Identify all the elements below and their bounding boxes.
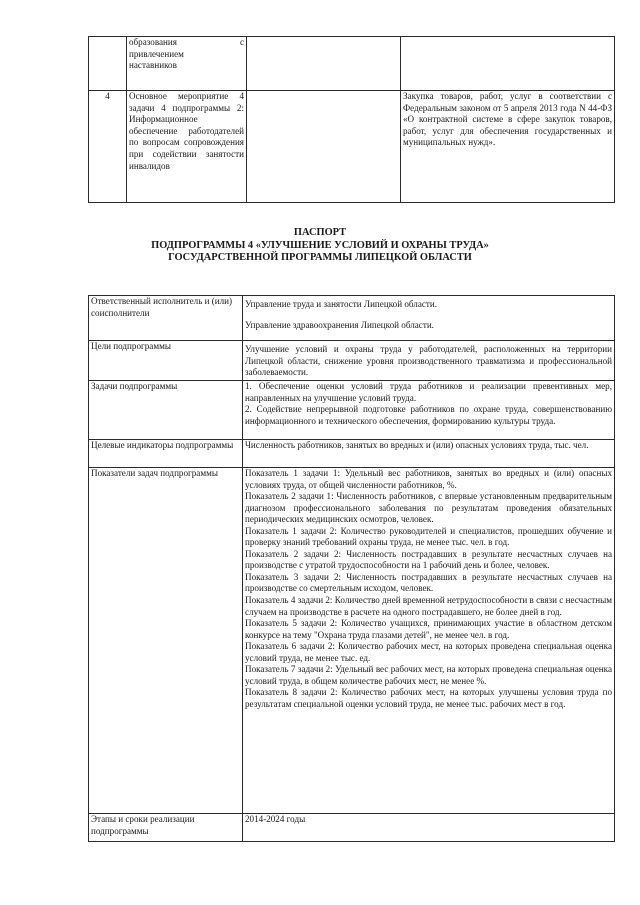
table-cell: [89, 37, 127, 91]
cell-text: наставников: [129, 60, 177, 71]
row-value: [243, 296, 615, 341]
indicator-item: Показатель 8 задачи 2: Количество рабочих мест, на которых улучшены условия труда по результатам специальной оценки условий труда, не менее тыс. рабочих мест в год.: [245, 687, 612, 709]
row-label: Ответственный исполнитель и (или) соисполнители: [89, 296, 243, 341]
cell-text: образования: [129, 37, 177, 47]
indicator-item: Показатель 6 задачи 2: Количество рабочих мест, на которых проведена специальная оценка условий труда, не менее тыс. ед.: [245, 641, 612, 663]
indicator-item: Показатель 5 задачи 2: Количество учащихся, принимающих участие в областном детском конкурсе на тему "Охрана труда глазами детей", не менее чел. в год.: [245, 618, 612, 640]
goals-text: Улучшение условий и охраны труда у работодателей, расположенных на территории Липецкой области, снижение уровня производственного травматизма и профессиональной заболеваемости.: [245, 344, 612, 378]
tasks-text: 2. Содействие непрерывной подготовке работников по охране труда, совершенствованию информационного и технического обеспечения, формированию культуры труда.: [245, 404, 612, 426]
heading-line: ПАСПОРТ: [293, 227, 347, 238]
passport-table: [88, 295, 615, 842]
indicator-item: Показатель 2 задачи 2: Численность пострадавших в результате несчастных случаев на производстве с утратой трудоспособности на 1 рабочий день и более, человек.: [245, 548, 612, 571]
row-value: [243, 814, 615, 842]
table-cell: [127, 37, 247, 91]
cell-text: с: [239, 37, 244, 47]
indicator-item: Показатель 1 задачи 2: Количество руководителей и специалистов, прошедших обучение и проверку знаний требований охраны труда, не менее тыс. чел. в год.: [245, 525, 612, 548]
row-number: 4: [89, 91, 127, 203]
row-label: Показатели задач подпрограммы: [89, 468, 243, 814]
passport-heading: [60, 227, 580, 265]
row-label: Цели подпрограммы: [89, 341, 243, 381]
activity-cell: Основное мероприятие 4 задачи 4 подпрограммы 2: Информационное обеспечение работодателей по вопросам сопровождения при содействии занятости инвалидов: [127, 91, 247, 203]
table-row: [89, 468, 615, 814]
table-row: [89, 814, 615, 842]
targets-text: Численность работников, занятых во вредных и (или) опасных условиях труда, тыс. чел.: [245, 440, 589, 450]
indicator-item: Показатель 2 задачи 1: Численность работников, с впервые установленным предварительным диагнозом профессионального заболевания по результатам проведения обязательных периодических медицинских осмотров, человек.: [245, 491, 612, 525]
table-row: [89, 37, 615, 91]
heading-line: ПОДПРОГРАММЫ 4 «УЛУЧШЕНИЕ УСЛОВИЙ И ОХРАНЫ ТРУДА»: [151, 239, 489, 251]
heading-line: ГОСУДАРСТВЕННОЙ ПРОГРАММЫ ЛИПЕЦКОЙ ОБЛАСТИ: [168, 252, 472, 264]
table-cell: [247, 37, 401, 91]
table-row: [89, 381, 615, 440]
row-value: [243, 468, 615, 814]
table-row: [89, 341, 615, 381]
row-value: [243, 381, 615, 440]
table-cell: [247, 91, 401, 203]
table-row: [89, 440, 615, 468]
row-label: Целевые индикаторы подпрограммы: [89, 440, 243, 468]
row-value: [243, 341, 615, 381]
table-cell: [401, 37, 615, 91]
table-row: [89, 91, 615, 203]
row-label: Этапы и сроки реализации подпрограммы: [89, 814, 243, 842]
executor-text: Управление труда и занятости Липецкой области.: [245, 299, 438, 309]
indicator-item: Показатель 4 задачи 2: Количество дней временной нетрудоспособности в связи с несчастным случаем на производстве в расчете на одного пострадавшего, не более дней в год.: [245, 595, 612, 617]
indicator-item: Показатель 1 задачи 1: Удельный вес работников, занятых во вредных и (или) опасных условиях труда, от общей численности работников, %.: [245, 468, 612, 490]
stages-text: 2014-2024 годы: [245, 814, 306, 824]
activities-table: [88, 36, 615, 203]
indicator-item: Показатель 3 задачи 2: Численность пострадавших в результате несчастных случаев на производстве со смертельным исходом, человек.: [245, 571, 612, 594]
cell-text: привлечением: [129, 48, 184, 59]
table-row: [89, 296, 615, 341]
tasks-text: 1. Обеспечение оценки условий труда работников и реализации превентивных мер, направленных на улучшение условий труда.: [245, 381, 612, 403]
executor-text: Управление здравоохранения Липецкой области.: [245, 319, 434, 330]
note-cell: Закупка товаров, работ, услуг в соответствии с Федеральным законом от 5 апреля 2013 года N 44-ФЗ «О контрактной системе в сфере закупок товаров, работ, услуг для обеспечения государственных и муниципальных нужд».: [401, 91, 615, 203]
indicator-item: Показатель 7 задачи 2: Удельный вес рабочих мест, на которых проведена специальная оценка условий труда, в общем количестве рабочих мест, не менее %.: [245, 664, 612, 686]
row-value: [243, 440, 615, 468]
row-label: Задачи подпрограммы: [89, 381, 243, 440]
